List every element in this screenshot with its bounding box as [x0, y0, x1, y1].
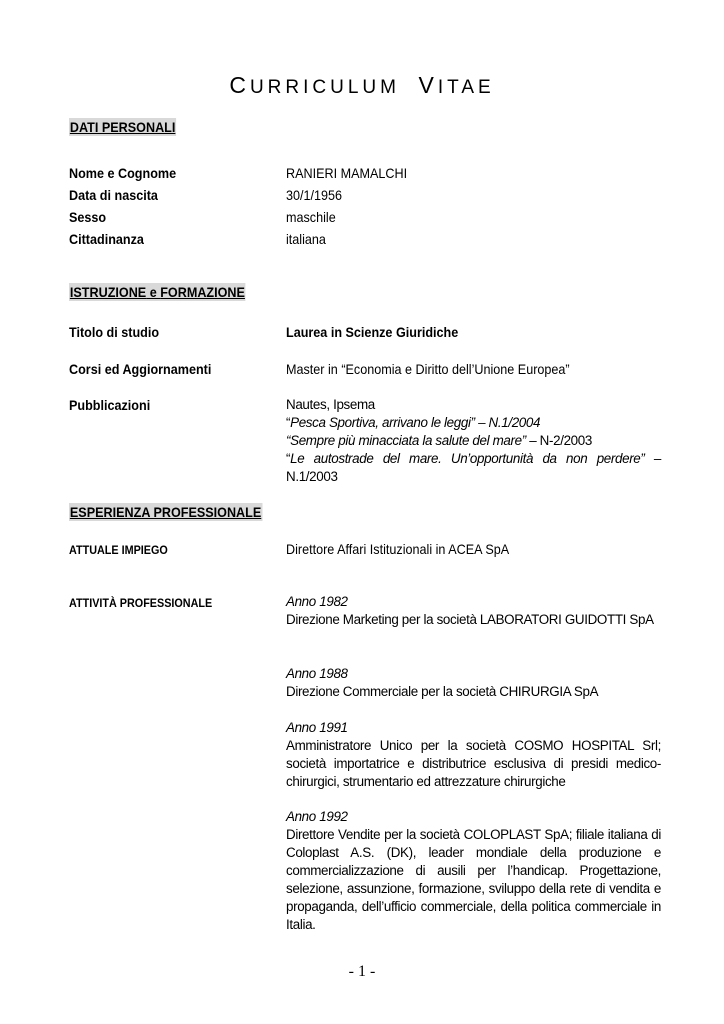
- label-professional-activity: ATTIVITÀ PROFESSIONALE: [69, 596, 213, 610]
- value-birthdate: 30/1/1956: [286, 187, 343, 203]
- section-heading-education: ISTRUZIONE e FORMAZIONE: [69, 284, 245, 300]
- experience-text: Amministratore Unico per la società COSMO HOSPITAL Srl; società importatrice e distributrice esclusiva di presidi medico-chirurgici, strumentario ed attrezzature chirurgiche: [286, 738, 661, 789]
- experience-entry: [286, 593, 661, 629]
- experience-year: Anno 1988: [286, 666, 348, 681]
- section-heading-experience: ESPERIENZA PROFESSIONALE: [69, 504, 262, 520]
- section-heading-personal: DATI PERSONALI: [69, 119, 176, 135]
- experience-year: Anno 1982: [286, 594, 348, 609]
- label-citizenship: Cittadinanza: [69, 231, 144, 247]
- label-sex: Sesso: [69, 209, 107, 225]
- experience-year: Anno 1992: [286, 809, 348, 824]
- experience-entry: [286, 719, 661, 791]
- label-birthdate: Data di nascita: [69, 187, 158, 203]
- label-degree: Titolo di studio: [69, 324, 160, 340]
- value-courses: Master in “Economia e Diritto dell’Unione Europea”: [286, 361, 570, 377]
- label-name: Nome e Cognome: [69, 165, 177, 181]
- experience-entry: [286, 808, 661, 934]
- value-current-job: Direttore Affari Istituzionali in ACEA SpA: [286, 541, 510, 557]
- publication-item: “Le autostrade del mare. Un’opportunità da non perdere” – N.1/2003: [286, 451, 661, 484]
- experience-year: Anno 1991: [286, 720, 348, 735]
- label-current-job: ATTUALE IMPIEGO: [69, 543, 168, 557]
- experience-text: Direttore Vendite per la società COLOPLAST SpA; filiale italiana di Coloplast A.S. (DK), leader mondiale della produzione e commercializzazione di ausili per l’handicap. Progettazione, selezione, assunzione, formazione, sviluppo della rete di vendita e propaganda, dell’ufficio commerciale, della politica commerciale in Italia.: [286, 827, 661, 932]
- publication-item: “Sempre più minacciata la salute del mare” – N-2/2003: [286, 433, 592, 448]
- label-courses: Corsi ed Aggiornamenti: [69, 361, 212, 377]
- publication-item: “Pesca Sportiva, arrivano le leggi” – N.1/2004: [286, 415, 541, 430]
- experience-text: Direzione Marketing per la società LABORATORI GUIDOTTI SpA: [286, 612, 654, 627]
- experience-text: Direzione Commerciale per la società CHIRURGIA SpA: [286, 684, 599, 699]
- experience-entry: [286, 665, 661, 701]
- value-name: RANIERI MAMALCHI: [286, 165, 408, 181]
- value-sex: maschile: [286, 209, 336, 225]
- label-publications: Pubblicazioni: [69, 397, 151, 413]
- publications-list: [286, 396, 661, 486]
- value-citizenship: italiana: [286, 231, 326, 247]
- publication-intro: Nautes, Ipsema: [286, 397, 375, 412]
- value-degree: Laurea in Scienze Giuridiche: [286, 324, 459, 340]
- document-title: CURRICULUM VITAE: [229, 72, 495, 98]
- page-number: - 1 -: [348, 963, 376, 980]
